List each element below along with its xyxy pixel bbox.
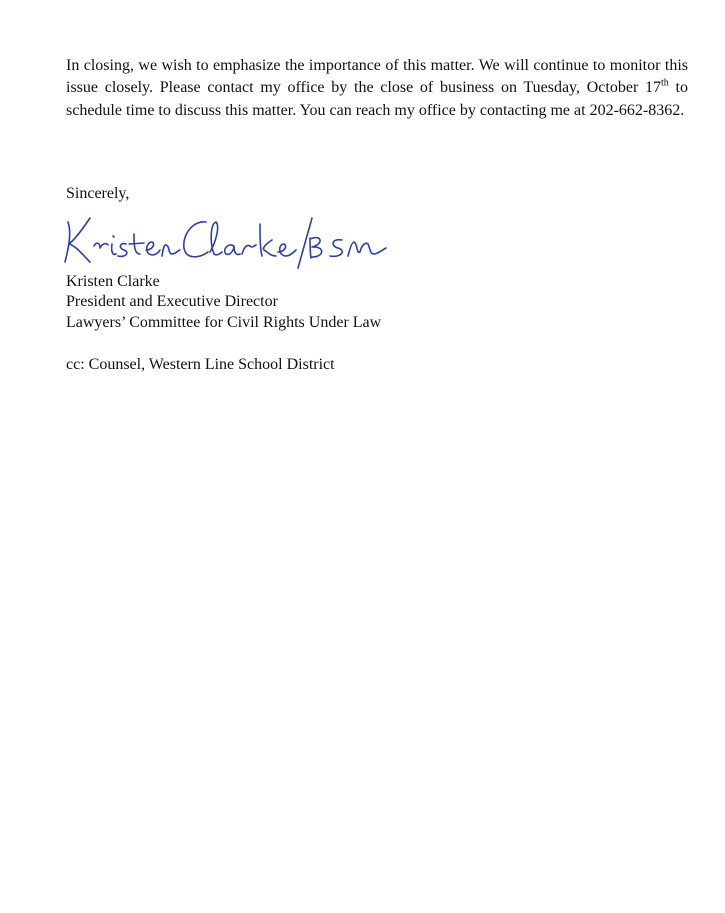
signer-organization: Lawyers’ Committee for Civil Rights Under Law <box>66 314 382 331</box>
signer-title: President and Executive Director <box>66 293 278 310</box>
closing-paragraph <box>66 55 688 122</box>
closing-paragraph-text: In closing, we wish to emphasize the importance of this matter. We will continue to monitor this issue closely. Please contact my office by the close of business on Tuesday, October 17 <box>66 57 688 97</box>
date-ordinal-suffix: th <box>661 78 669 90</box>
signer-name: Kristen Clarke <box>66 273 160 290</box>
closing-paragraph-continuation: to schedule time to discuss this matter. You can reach my office by contacting me at 202-662-8362. <box>66 79 688 119</box>
cc-line: cc: Counsel, Western Line School District <box>66 356 335 373</box>
sign-off: Sincerely, <box>66 185 130 202</box>
handwritten-signature <box>60 212 390 270</box>
